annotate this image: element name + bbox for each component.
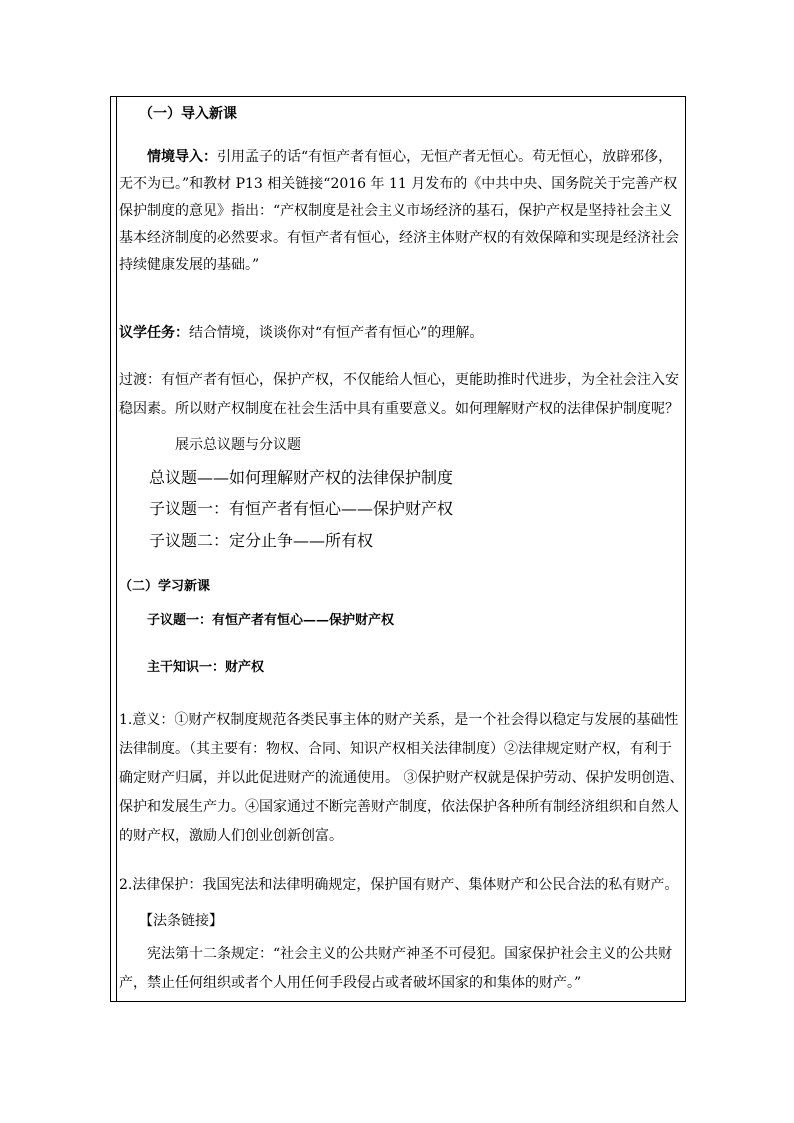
section1-heading: （一）导入新课 [139, 106, 237, 122]
topic-sub-2: 子议题二：定分止争——所有权 [149, 531, 374, 550]
scenario-line-1 [147, 148, 672, 166]
task-label: 议学任务： [119, 325, 189, 341]
meaning-line-3: 确定财产归属，并以此促进财产的流通使用。 ③保护财产权就是保护劳动、保护发明创造、 [119, 770, 684, 786]
legal-protection: 2.法律保护：我国宪法和法律明确规定，保护国有财产、集体财产和公民合法的私有财产。 [119, 877, 679, 893]
topic-sub-1: 子议题一：有恒产者有恒心——保护财产权 [149, 499, 454, 518]
meaning-line-4: 保护和发展生产力。④国家通过不断完善财产制度，依法保护各种所有制经济组织和自然人 [119, 799, 679, 815]
law-line-2: 产，禁止任何组织或者个人用任何手段侵占或者破坏国家的和集体的财产。” [119, 975, 582, 991]
lesson-table [110, 96, 686, 1002]
scenario-line-3: 保护制度的意见》指出：“产权制度是社会主义市场经济的基石，保护产权是坚持社会主义 [119, 203, 673, 219]
topics-intro: 展示总议题与分议题 [175, 437, 301, 453]
meaning-line-2: 法律制度。（其主要有：物权、合同、知识产权相关法律制度）②法律规定财产权，有利于 [119, 741, 672, 757]
meaning-line-5: 的财产权，激励人们创业创新创富。 [119, 828, 343, 844]
subtopic-heading: 子议题一：有恒产者有恒心——保护财产权 [147, 613, 395, 628]
section2-heading: （二）学习新课 [119, 579, 211, 594]
topic-main: 总议题——如何理解财产权的法律保护制度 [149, 468, 454, 487]
table-left-column [111, 97, 117, 1001]
law-link-label: 【法条链接】 [139, 913, 223, 929]
transition-line-2: 稳因素。所以财产权制度在社会生活中具有重要意义。如何理解财产权的法律保护制度呢？ [119, 401, 679, 417]
scenario-line-5: 持续健康发展的基础。” [119, 257, 260, 273]
knowledge-heading: 主干知识一：财产权 [147, 660, 265, 675]
scenario-text-1: 引用孟子的话“有恒产者有恒心，无恒产者无恒心。苟无恒心，放辟邪侈， [217, 149, 673, 165]
meaning-line-1: 1.意义：①财产权制度规范各类民事主体的财产关系，是一个社会得以稳定与发展的基础性 [119, 712, 679, 728]
task-line [119, 324, 483, 342]
law-line-1: 宪法第十二条规定：“社会主义的公共财产神圣不可侵犯。国家保护社会主义的公共财 [147, 946, 673, 962]
scenario-line-2: 无不为已。”和教材 P13 相关链接“2016 年 11 月发布的《中共中央、国务院关于完善产权 [119, 176, 678, 192]
task-text: 结合情境，谈谈你对“有恒产者有恒心”的理解。 [189, 325, 484, 341]
transition-line-1: 过渡：有恒产者有恒心，保护产权，不仅能给人恒心，更能助推时代进步，为全社会注入安 [119, 372, 679, 388]
scenario-line-4: 基本经济制度的必然要求。有恒产者有恒心，经济主体财产权的有效保障和实现是经济社会 [119, 230, 679, 246]
scenario-label: 情境导入： [147, 149, 217, 165]
